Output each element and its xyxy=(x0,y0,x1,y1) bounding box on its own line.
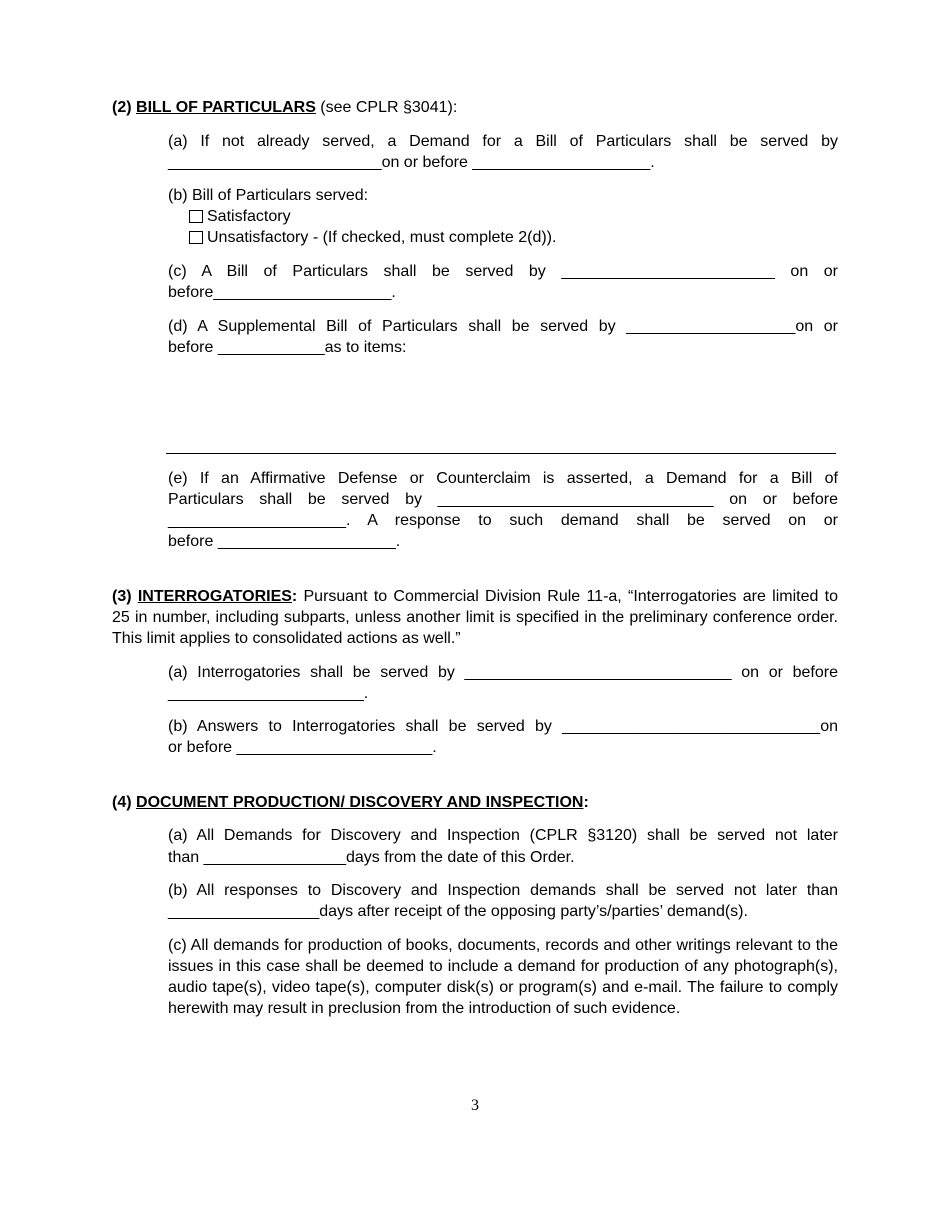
checkbox-unsatisfactory-label: Unsatisfactory - (If checked, must complete 2(d)). xyxy=(207,229,557,246)
section-2-reference: (see CPLR §3041): xyxy=(315,99,458,116)
section-4b-line-1: (b) All responses to Discovery and Inspection demands shall be served not later than xyxy=(168,882,838,899)
section-2a-line-2: ________________________on or before ____________________. xyxy=(168,154,655,171)
section-4c-paragraph: (c) All demands for production of books, documents, records and other writings relevant to the issues in this case shall be deemed to include a demand for production of any photograph(s), audio tape(s), video tape(s), computer disk(s) or program(s) and e-mail. The failure to comply herewith may result in preclusion from the introduction of such evidence. xyxy=(168,937,838,1017)
section-4a-line-2: than ________________days from the date of this Order. xyxy=(168,849,575,866)
section-4-title: DOCUMENT PRODUCTION/ DISCOVERY AND INSPECTION xyxy=(136,794,584,811)
page-number: 3 xyxy=(471,1097,479,1114)
checkbox-satisfactory-label: Satisfactory xyxy=(207,208,291,225)
section-4-heading xyxy=(112,792,589,813)
section-2-heading xyxy=(112,97,457,118)
checkbox-satisfactory[interactable] xyxy=(189,210,203,223)
section-3a-line-2: ______________________. xyxy=(168,685,369,702)
section-2c-line-1: (c) A Bill of Particulars shall be served by ________________________ on or xyxy=(168,263,838,280)
section-3-number: (3) xyxy=(112,588,132,605)
section-2c-line-2: before____________________. xyxy=(168,284,396,301)
section-2a-line-1: (a) If not already served, a Demand for a Bill of Particulars shall be served by xyxy=(168,133,838,150)
section-3-paragraph xyxy=(112,586,838,649)
section-4a-line-1: (a) All Demands for Discovery and Inspection (CPLR §3120) shall be served not later xyxy=(168,827,838,844)
section-3a-line-1: (a) Interrogatories shall be served by ______________________________ on or before xyxy=(168,664,838,681)
section-2e-line-1: (e) If an Affirmative Defense or Counterclaim is asserted, a Demand for a Bill of xyxy=(168,470,838,487)
section-3b-line-2: or before ______________________. xyxy=(168,739,437,756)
section-2d-line-1: (d) A Supplemental Bill of Particulars shall be served by ___________________on or xyxy=(168,318,838,335)
checkbox-satisfactory-row xyxy=(189,206,291,227)
section-4b-line-2: _________________days after receipt of the opposing party’s/parties’ demand(s). xyxy=(168,903,748,920)
section-3-intro: Pursuant to Commercial Division Rule 11-a, “Interrogatories are limited to 25 in number, including subparts, unless another limit is specified in the preliminary conference order. This limit applies to consolidated actions as well.” xyxy=(112,588,838,647)
section-2e-line-3: ____________________. A response to such demand shall be served on or xyxy=(168,512,838,529)
section-4-colon: : xyxy=(583,794,589,811)
section-2e-line-4: before ____________________. xyxy=(168,533,401,550)
items-divider-line xyxy=(166,453,836,454)
section-2-title: BILL OF PARTICULARS xyxy=(136,99,316,116)
section-2e-line-2: Particulars shall be served by _______________________________ on or before xyxy=(168,491,838,508)
checkbox-unsatisfactory-row xyxy=(189,227,556,248)
section-3-title: INTERROGATORIES xyxy=(137,588,292,605)
section-2-number: (2) xyxy=(112,99,132,116)
section-2d-line-2: before ____________as to items: xyxy=(168,339,407,356)
checkbox-unsatisfactory[interactable] xyxy=(189,231,203,244)
section-3b-line-1: (b) Answers to Interrogatories shall be served by _____________________________on xyxy=(168,718,838,735)
section-3-colon: : xyxy=(291,588,298,605)
section-2b-heading: (b) Bill of Particulars served: xyxy=(168,187,369,204)
section-4-number: (4) xyxy=(112,794,132,811)
